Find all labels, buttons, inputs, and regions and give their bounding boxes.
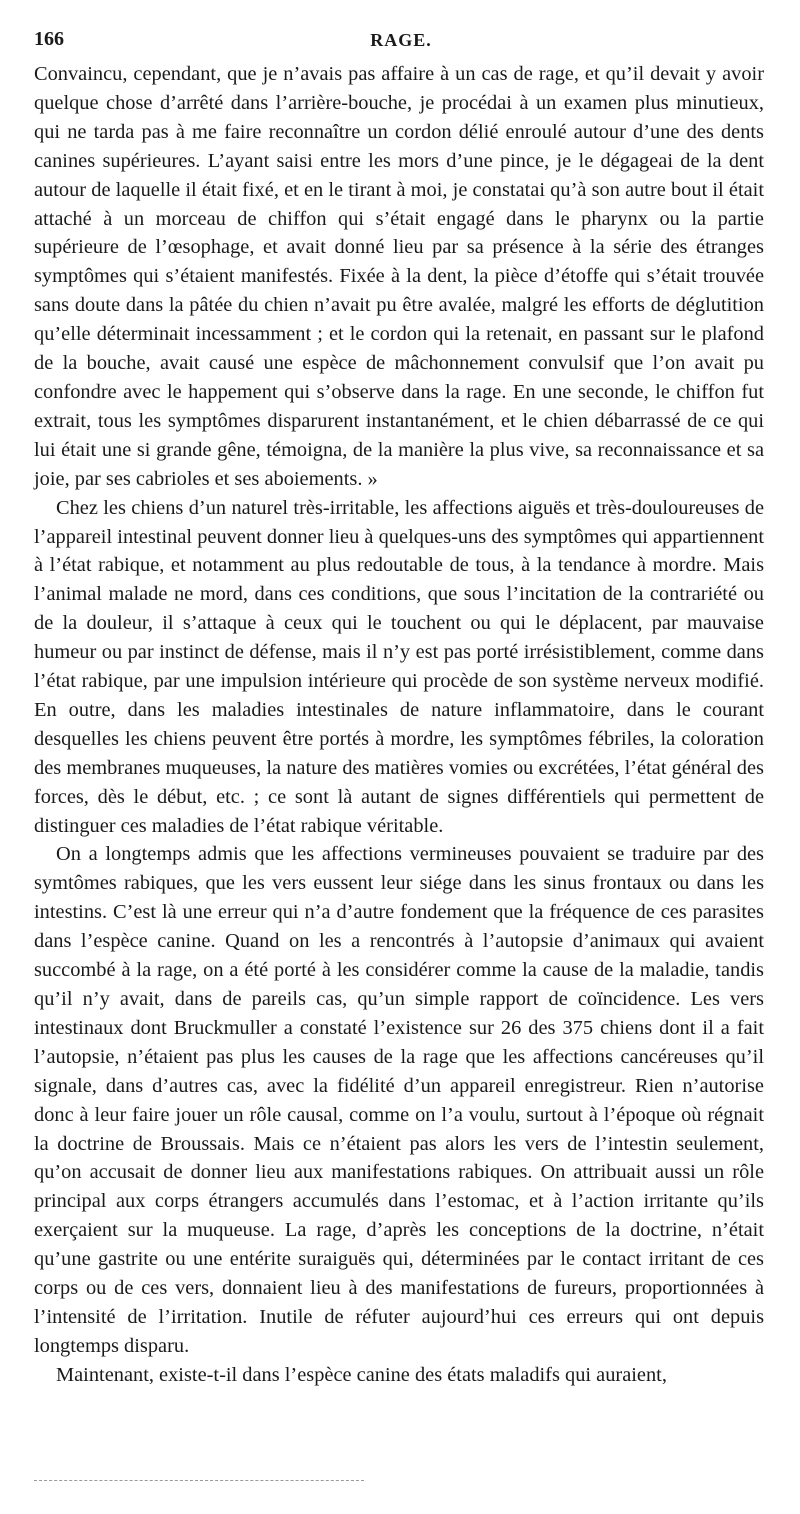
running-title: RAGE.	[370, 30, 432, 50]
paragraph: Maintenant, existe-t-il dans l’espèce canine des états maladifs qui auraient,	[56, 1363, 667, 1386]
page-number: 166	[34, 28, 64, 50]
body-text	[34, 60, 764, 1390]
paragraph-continuation: Convaincu, cependant, que je n’avais pas affaire à un cas de rage, et qu’il devait y avoir quelque chose d’arrêté dans l’arrière-bouche, je procédai à un examen plus minutieux, qui ne tarda pas à me faire reconnaître un cordon délié enroulé autour d’une des dents canines supérieures. L’ayant saisi entre les mors d’une pince, je le dégageai de la dent autour de laquelle il était fixé, et en le tirant à moi, je constatai qu’à son autre bout il était attaché à un morceau de chiffon qui s’était engagé dans le pharynx ou la partie supérieure de l’œsophage, et avait donné lieu par sa présence à la série des étranges symptômes qui s’étaient manifestés. Fixée à la dent, la pièce d’étoffe qui s’était trouvée sans doute dans la pâtée du chien n’avait pu être avalée, malgré les efforts de déglutition qu’elle déterminait incessamment ; et le cordon qui la retenait, en passant sur le plafond de la bouche, avait causé une espèce de mâchonnement convulsif que l’on avait pu confondre avec le happement qui s’observe dans la rage. En une seconde, le chiffon fut extrait, tous les symptômes disparurent instantanément, et le chien débarrassé de ce qui lui était une si grande gêne, témoigna, de la manière la plus vive, sa reconnaissance et sa joie, par ses cabrioles et ses aboiements. »	[34, 63, 764, 490]
page-header	[34, 28, 768, 58]
paragraph: Chez les chiens d’un naturel très-irritable, les affections aiguës et très-douloureuses de l’appareil intestinal peuvent donner lieu à quelques-uns des symptômes qui appartiennent à l’état rabique, et notamment au plus redoutable de tous, à la tendance à mordre. Mais l’animal malade ne mord, dans ces conditions, que sous l’incitation de la contrariété ou de la douleur, il s’attaque à ceux qui le touchent ou qui le déplacent, par mauvaise humeur ou par instinct de défense, mais il n’y est pas porté irrésistiblement, comme dans l’état rabique, par une impulsion intérieure qui procède de son système nerveux modifié. En outre, dans les maladies intestinales de nature inflammatoire, dans le courant desquelles les chiens peuvent être portés à mordre, les symptômes fébriles, la coloration des membranes muqueuses, la nature des matières vomies ou excrétées, l’état général des forces, dès le début, etc. ; ce sont là autant de signes différentiels qui permettent de distinguer ces maladies de l’état rabique véritable.	[34, 496, 764, 837]
paragraph: On a longtemps admis que les affections vermineuses pouvaient se traduire par des symtômes rabiques, que les vers eussent leur siége dans les sinus frontaux ou dans les intestins. C’est là une erreur qui n’a d’autre fondement que la fréquence de ces parasites dans l’espèce canine. Quand on les a rencontrés à l’autopsie d’animaux qui avaient succombé à la rage, on a été porté à les considérer comme la cause de la maladie, tandis qu’il n’y avait, dans de pareils cas, qu’un simple rapport de coïncidence. Les vers intestinaux dont Bruckmuller a constaté l’existence sur 26 des 375 chiens dont il a fait l’autopsie, n’étaient pas plus les causes de la rage que les affections cancéreuses qu’il signale, dans d’autres cas, avec la fidélité d’un appareil enregistreur. Rien n’autorise donc à leur faire jouer un rôle causal, comme on l’a voulu, surtout à l’époque où régnait la doctrine de Broussais. Mais ce n’étaient pas alors les vers de l’intestin seulement, qu’on accusait de donner lieu aux manifestations rabiques. On attribuait aussi un rôle principal aux corps étrangers accumulés dans l’estomac, et à l’action irritante qu’ils exerçaient sur la muqueuse. La rage, d’après les conceptions de la doctrine, n’était qu’une gastrite ou une entérite suraiguës qui, déterminées par le contact irritant de ces corps ou de ces vers, donnaient lieu à des manifestations de fureurs, proportionnées à l’intensité de l’irritation. Inutile de réfuter aujourd’hui ces erreurs qui ont depuis longtemps disparu.	[34, 843, 764, 1357]
footer-rule	[34, 1480, 364, 1481]
